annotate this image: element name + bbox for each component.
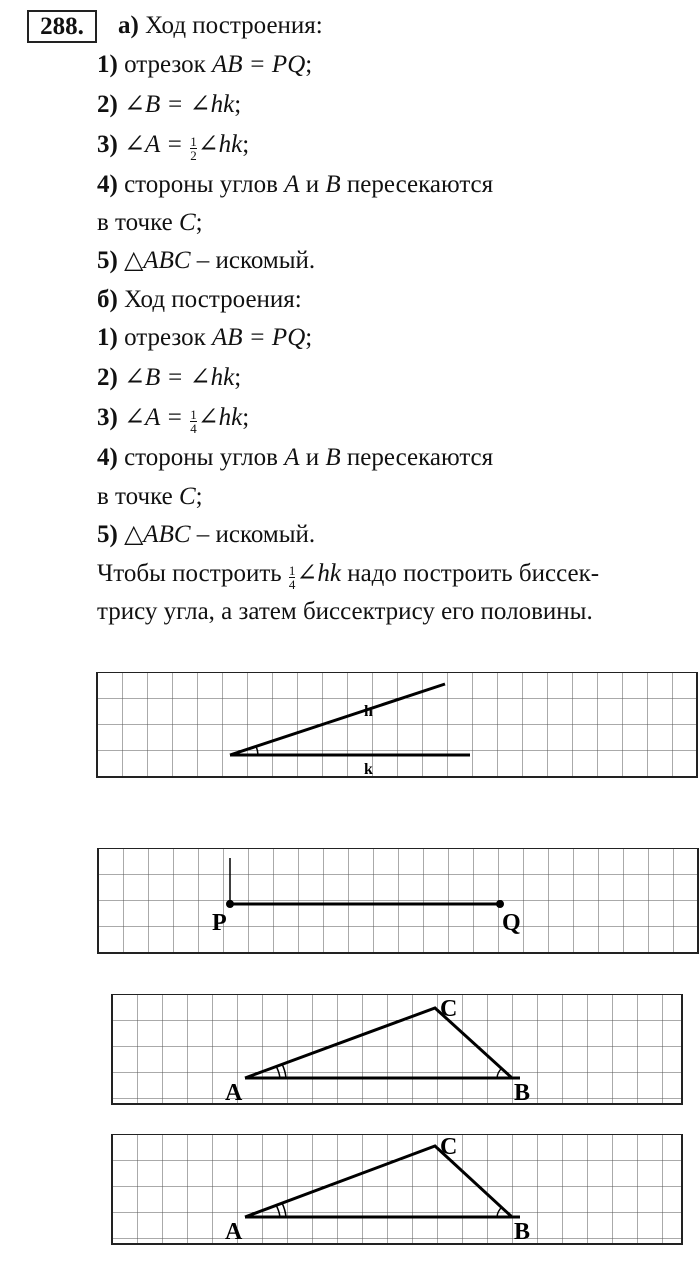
problem-number: 288. <box>27 10 97 43</box>
step-number: 3) <box>97 131 118 158</box>
step-end: ; <box>234 91 242 118</box>
step-number: 1) <box>97 51 118 78</box>
step-number: 2) <box>97 91 118 118</box>
part-b-header <box>97 285 302 315</box>
part-a-label: а) <box>118 12 139 39</box>
part-b-label: б) <box>97 286 118 313</box>
part-b-step-4: 4) стороны углов A и B пересекаются <box>97 444 494 471</box>
step-text: отрезок <box>124 51 213 78</box>
label-h: h <box>364 703 373 720</box>
label-c: C <box>440 996 458 1022</box>
part-a-step-1 <box>97 50 312 80</box>
step-number: 5) <box>97 247 118 274</box>
figure-angle-hk <box>0 672 700 782</box>
step-end: ; <box>305 51 313 78</box>
step-math: AB = PQ <box>212 51 306 78</box>
part-b-step-2: 2) ∠B = ∠hk; <box>97 364 242 391</box>
part-b-step-1: 1) отрезок AB = PQ; <box>97 324 313 351</box>
part-a-step-3 <box>97 130 249 162</box>
figure-triangle-a <box>0 994 700 1109</box>
part-b-step-3: 3) ∠A = $\frac{1}{4}$ ∠hk; <box>97 404 250 436</box>
label-p: P <box>212 910 227 936</box>
label-a: A <box>225 1080 243 1106</box>
part-b-header-text: Ход построения: <box>124 286 302 313</box>
part-a-header <box>118 11 323 41</box>
step-math: ∠B = ∠hk <box>124 91 235 118</box>
part-a-step-4-cont: в точке C; <box>97 209 203 236</box>
step-text: стороны углов <box>124 171 285 198</box>
label-k: k <box>364 761 373 778</box>
label-c: C <box>440 1134 458 1160</box>
part-a-header-text: Ход построения: <box>145 12 323 39</box>
step-math: ∠A = <box>124 131 190 158</box>
step-number: 4) <box>97 171 118 198</box>
label-b: B <box>514 1080 531 1106</box>
fraction: $\frac{1}{4}$ <box>288 563 296 592</box>
label-q: Q <box>502 910 521 936</box>
step-math: ∠hk <box>197 131 243 158</box>
part-a-step-2 <box>97 90 241 120</box>
part-b-step-4-cont: в точке C; <box>97 483 203 510</box>
note-line-2: трису угла, а затем биссектрису его половины. <box>97 598 593 625</box>
part-a-step-4: 4) стороны углов A и B пересекаются <box>97 171 494 198</box>
note-line-1: Чтобы построить $\frac{1}{4}$ ∠hk надо построить биссек- <box>97 560 600 592</box>
part-b-step-5: 5) △ABC – искомый. <box>97 521 316 548</box>
step-end: ; <box>242 131 250 158</box>
fraction: $\frac{1}{4}$ <box>190 407 197 436</box>
part-a-step-5: 5) △ABC – искомый. <box>97 247 316 274</box>
figure-segment-pq <box>0 848 700 958</box>
label-b: B <box>514 1219 531 1245</box>
figure-triangle-b <box>0 1134 700 1249</box>
fraction: $\frac{1}{2}$ <box>190 134 197 163</box>
label-a: A <box>225 1219 243 1245</box>
